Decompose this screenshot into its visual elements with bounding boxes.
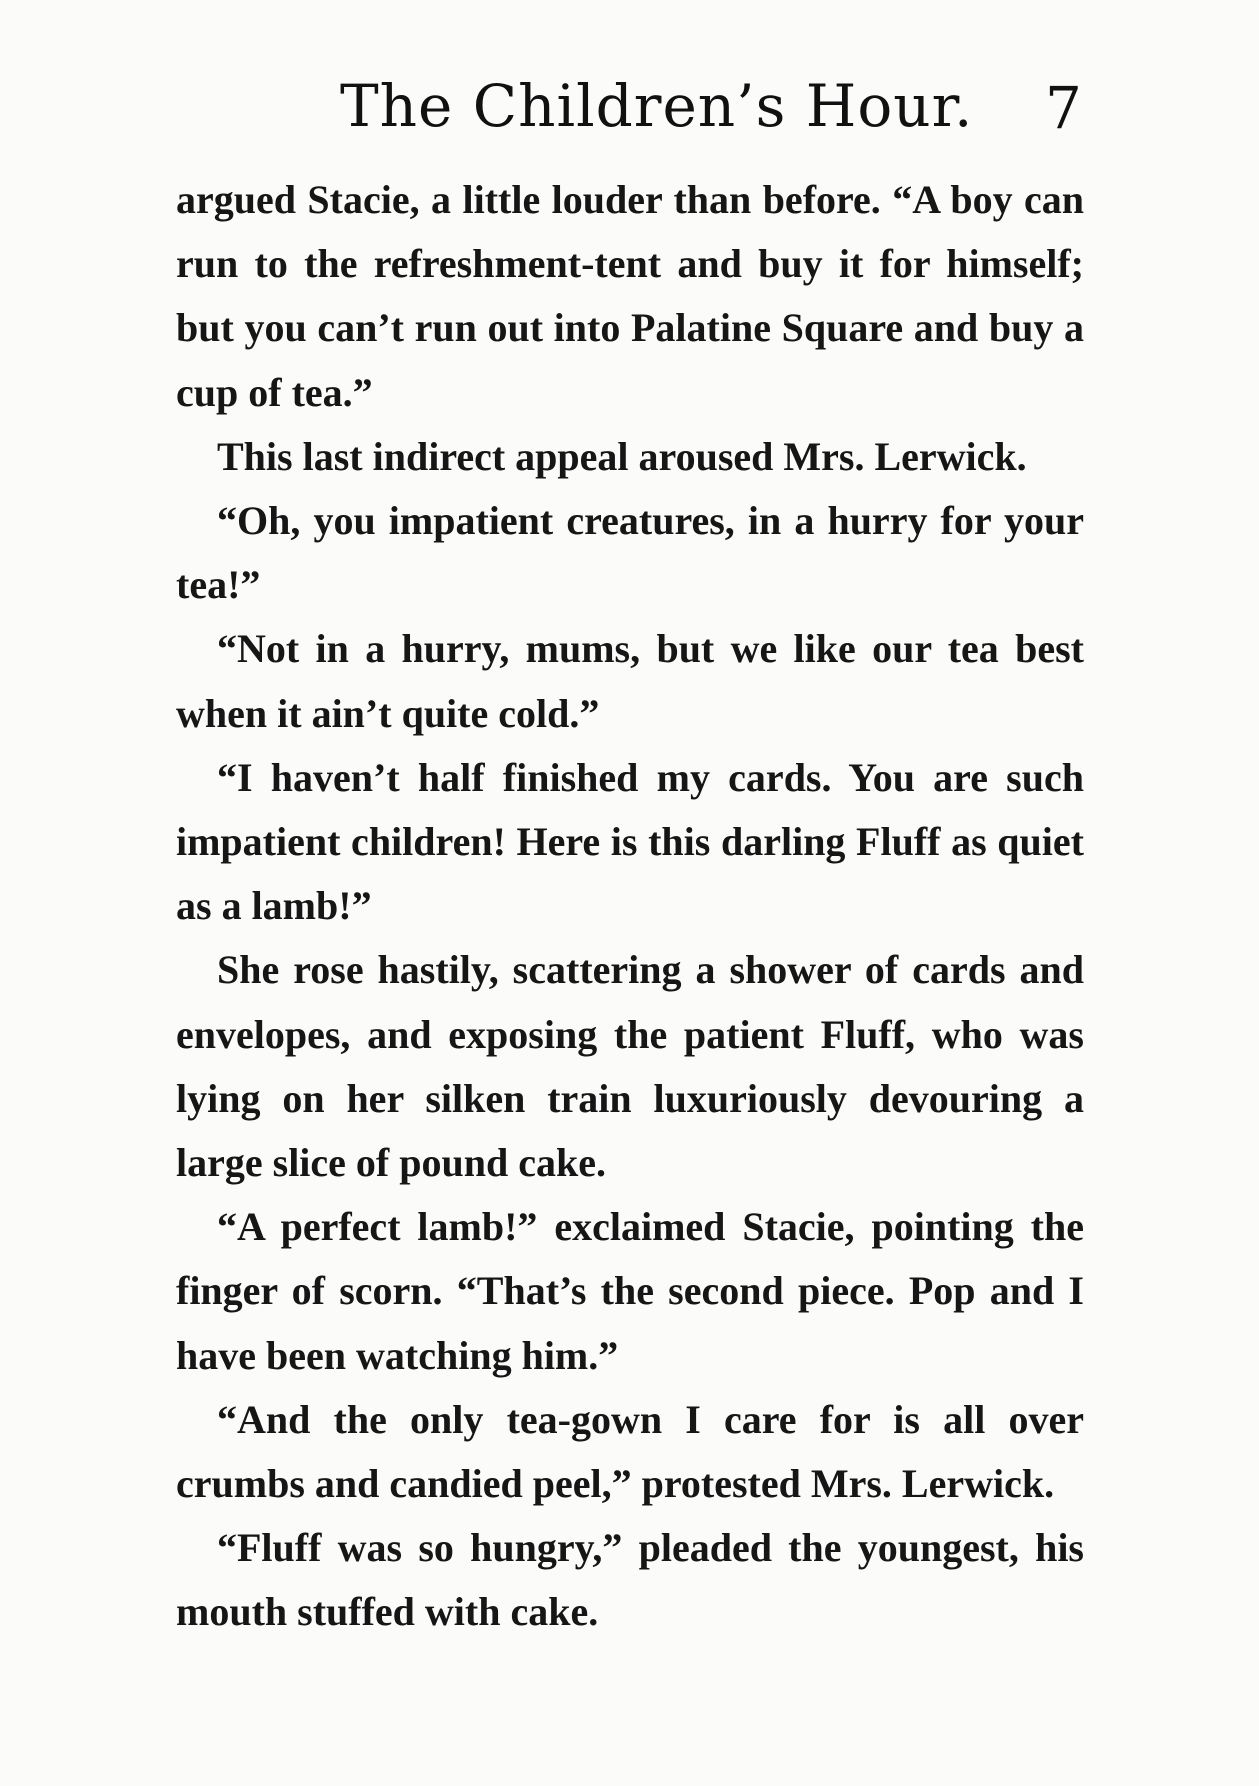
running-title: The Children’s Hour. [340, 72, 974, 140]
paragraph: “A perfect lamb!” exclaimed Stacie, pointing the finger of scorn. “That’s the second piece. Pop and I have been watching him.” [176, 1204, 1084, 1378]
paragraph: argued Stacie, a little louder than before. “A boy can run to the refreshment-tent and buy it for himself; but you can’t run out into Palatine Square and buy a cup of tea.” [176, 177, 1084, 415]
page-number: 7 [1045, 74, 1082, 142]
paragraph: She rose hastily, scattering a shower of cards and envelopes, and exposing the patient Fluff, who was lying on her silken train luxuriously devouring a large slice of pound cake. [176, 947, 1084, 1186]
body-text [176, 168, 1084, 1645]
paragraph: “Oh, you impatient creatures, in a hurry for your tea!” [176, 498, 1084, 608]
paragraph: “And the only tea-gown I care for is all over crumbs and candied peel,” protested Mrs. Lerwick. [176, 1396, 1084, 1507]
paragraph: “Not in a hurry, mums, but we like our tea best when it ain’t quite cold.” [176, 626, 1084, 736]
paragraph: “I haven’t half finished my cards. You are such impatient children! Here is this darling Fluff as quiet as a lamb!” [176, 754, 1084, 929]
paragraph: This last indirect appeal aroused Mrs. Lerwick. [217, 433, 1027, 479]
paragraph: “Fluff was so hungry,” pleaded the youngest, his mouth stuffed with cake. [176, 1525, 1084, 1635]
running-head [0, 64, 1259, 154]
